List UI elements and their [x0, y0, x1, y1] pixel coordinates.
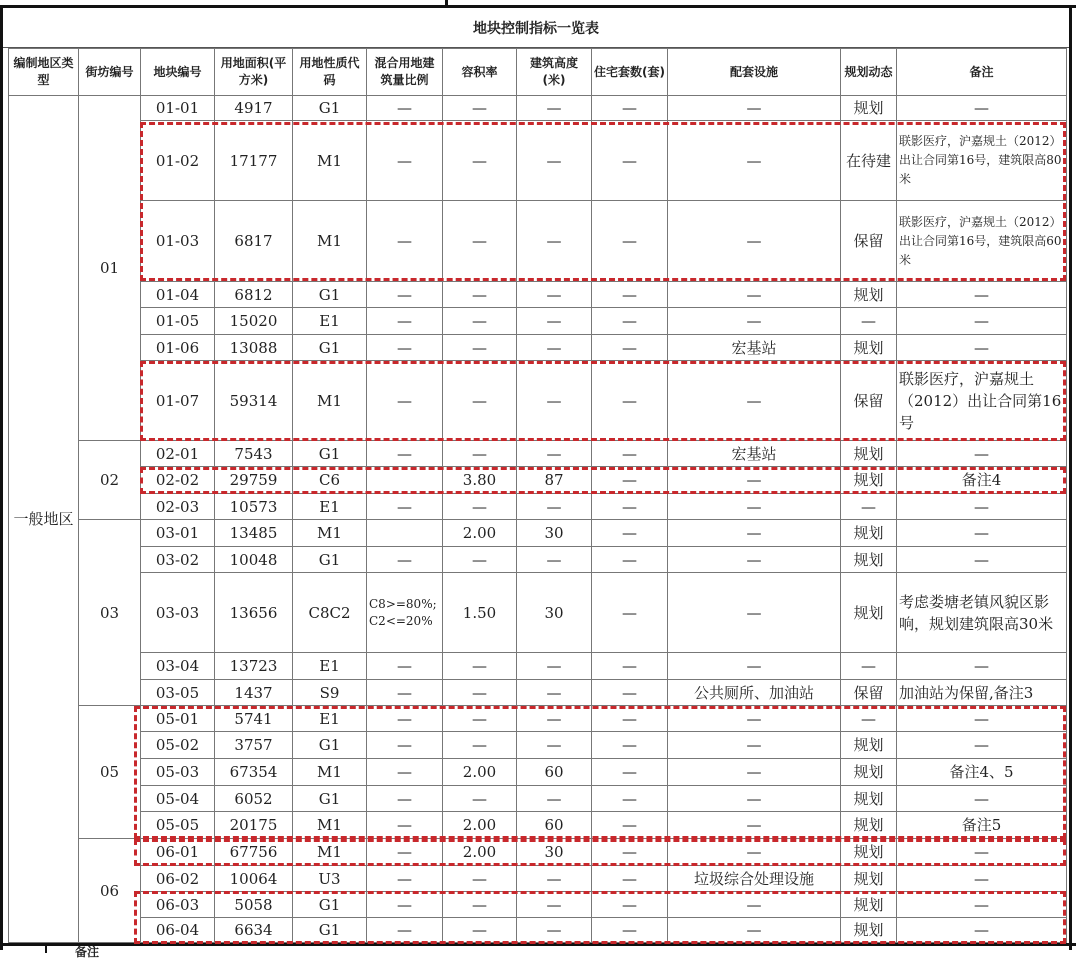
planning-status: —	[841, 706, 897, 732]
housing-units: —	[592, 467, 668, 494]
facilities: 宏基站	[668, 441, 841, 467]
land-use-code: M1	[293, 520, 367, 547]
floor-area-ratio: —	[443, 732, 517, 759]
planning-status: 规划	[841, 918, 897, 943]
street-id: 01	[79, 96, 141, 441]
facilities: —	[668, 494, 841, 520]
remark: —	[897, 308, 1067, 335]
floor-area-ratio: —	[443, 706, 517, 732]
table-row	[9, 282, 1067, 308]
planning-status: 保留	[841, 361, 897, 441]
street-id: 02	[79, 441, 141, 520]
mixed-use-ratio: —	[367, 918, 443, 943]
land-area: 7543	[215, 441, 293, 467]
land-use-code: G1	[293, 732, 367, 759]
land-use-code: E1	[293, 653, 367, 680]
remark: —	[897, 494, 1067, 520]
mixed-use-ratio: —	[367, 547, 443, 573]
housing-units: —	[592, 786, 668, 812]
land-area: 13723	[215, 653, 293, 680]
housing-units: —	[592, 494, 668, 520]
block-id: 05-05	[141, 812, 215, 839]
floor-area-ratio: —	[443, 201, 517, 282]
table-row	[9, 812, 1067, 839]
land-use-code: M1	[293, 201, 367, 282]
planning-status: 规划	[841, 839, 897, 866]
land-use-code: G1	[293, 96, 367, 121]
building-height: 60	[517, 759, 592, 786]
planning-status: 规划	[841, 786, 897, 812]
remark: 联影医疗，沪嘉规土（2012）出让合同第16号	[897, 361, 1067, 441]
land-use-code: M1	[293, 839, 367, 866]
land-area: 29759	[215, 467, 293, 494]
facilities: —	[668, 573, 841, 653]
block-id: 05-04	[141, 786, 215, 812]
mixed-use-ratio: —	[367, 732, 443, 759]
planning-status: 规划	[841, 520, 897, 547]
table-row	[9, 786, 1067, 812]
floor-area-ratio: —	[443, 866, 517, 892]
table-row	[9, 839, 1067, 866]
column-header: 混合用地建筑量比例	[367, 49, 443, 96]
land-area: 5058	[215, 892, 293, 918]
facilities: —	[668, 121, 841, 201]
table-row	[9, 680, 1067, 706]
facilities: 垃圾综合处理设施	[668, 866, 841, 892]
remark: —	[897, 732, 1067, 759]
block-id: 01-06	[141, 335, 215, 361]
land-use-code: M1	[293, 361, 367, 441]
table-row	[9, 892, 1067, 918]
facilities: 宏基站	[668, 335, 841, 361]
building-height: —	[517, 494, 592, 520]
planning-status: 规划	[841, 866, 897, 892]
mixed-use-ratio: —	[367, 706, 443, 732]
mixed-use-ratio	[367, 467, 443, 494]
land-use-code: C8C2	[293, 573, 367, 653]
remark: —	[897, 335, 1067, 361]
block-id: 05-02	[141, 732, 215, 759]
building-height: —	[517, 786, 592, 812]
remark: 备注4、5	[897, 759, 1067, 786]
floor-area-ratio: —	[443, 308, 517, 335]
housing-units: —	[592, 680, 668, 706]
facilities: 公共厕所、加油站	[668, 680, 841, 706]
mixed-use-ratio: —	[367, 839, 443, 866]
floor-area-ratio: 3.80	[443, 467, 517, 494]
remark: —	[897, 839, 1067, 866]
mixed-use-ratio: —	[367, 786, 443, 812]
facilities: —	[668, 201, 841, 282]
floor-area-ratio: —	[443, 892, 517, 918]
building-height: —	[517, 732, 592, 759]
land-area: 67756	[215, 839, 293, 866]
facilities: —	[668, 918, 841, 943]
table-row	[9, 335, 1067, 361]
floor-area-ratio: —	[443, 786, 517, 812]
land-use-code: M1	[293, 812, 367, 839]
block-id: 05-03	[141, 759, 215, 786]
building-height: —	[517, 308, 592, 335]
housing-units: —	[592, 282, 668, 308]
floor-area-ratio: 1.50	[443, 573, 517, 653]
land-area: 6812	[215, 282, 293, 308]
floor-area-ratio: —	[443, 121, 517, 201]
planning-status: 规划	[841, 441, 897, 467]
mixed-use-ratio: —	[367, 335, 443, 361]
facilities: —	[668, 467, 841, 494]
building-height: 30	[517, 839, 592, 866]
floor-area-ratio: 2.00	[443, 839, 517, 866]
planning-status: 保留	[841, 680, 897, 706]
mixed-use-ratio: —	[367, 282, 443, 308]
facilities: —	[668, 361, 841, 441]
housing-units: —	[592, 892, 668, 918]
column-header: 地块编号	[141, 49, 215, 96]
building-height: —	[517, 892, 592, 918]
remark: 考虑娄塘老镇风貌区影响，规划建筑限高30米	[897, 573, 1067, 653]
housing-units: —	[592, 520, 668, 547]
remark: —	[897, 918, 1067, 943]
block-id: 03-01	[141, 520, 215, 547]
block-id: 01-07	[141, 361, 215, 441]
building-height: —	[517, 335, 592, 361]
land-use-code: G1	[293, 892, 367, 918]
table-row	[9, 467, 1067, 494]
land-area: 6052	[215, 786, 293, 812]
housing-units: —	[592, 653, 668, 680]
housing-units: —	[592, 839, 668, 866]
facilities: —	[668, 839, 841, 866]
remark: —	[897, 547, 1067, 573]
planning-status: —	[841, 494, 897, 520]
street-id: 05	[79, 706, 141, 839]
land-area: 10064	[215, 866, 293, 892]
column-header: 用地性质代码	[293, 49, 367, 96]
floor-area-ratio: —	[443, 918, 517, 943]
block-id: 01-04	[141, 282, 215, 308]
planning-status: 规划	[841, 573, 897, 653]
remark: —	[897, 520, 1067, 547]
region-type: 一般地区	[9, 96, 79, 943]
planning-status: 规划	[841, 96, 897, 121]
facilities: —	[668, 892, 841, 918]
mixed-use-ratio: —	[367, 441, 443, 467]
land-area: 1437	[215, 680, 293, 706]
building-height: —	[517, 96, 592, 121]
footer-strip	[0, 943, 1076, 959]
land-use-code: G1	[293, 282, 367, 308]
land-area: 10573	[215, 494, 293, 520]
remark: —	[897, 866, 1067, 892]
housing-units: —	[592, 96, 668, 121]
facilities: —	[668, 706, 841, 732]
table-row	[9, 96, 1067, 121]
housing-units: —	[592, 335, 668, 361]
housing-units: —	[592, 121, 668, 201]
mixed-use-ratio: —	[367, 201, 443, 282]
mixed-use-ratio: —	[367, 121, 443, 201]
planning-status: 保留	[841, 201, 897, 282]
control-index-table	[8, 48, 1067, 943]
block-id: 02-02	[141, 467, 215, 494]
floor-area-ratio: 2.00	[443, 520, 517, 547]
building-height: —	[517, 866, 592, 892]
housing-units: —	[592, 759, 668, 786]
land-use-code: G1	[293, 441, 367, 467]
housing-units: —	[592, 308, 668, 335]
land-use-code: U3	[293, 866, 367, 892]
table-row	[9, 361, 1067, 441]
table-row	[9, 441, 1067, 467]
building-height: 30	[517, 520, 592, 547]
land-area: 6634	[215, 918, 293, 943]
floor-area-ratio: —	[443, 441, 517, 467]
remark: 备注5	[897, 812, 1067, 839]
land-use-code: E1	[293, 308, 367, 335]
table-row	[9, 308, 1067, 335]
building-height: 60	[517, 812, 592, 839]
block-id: 01-05	[141, 308, 215, 335]
block-id: 01-02	[141, 121, 215, 201]
land-area: 13485	[215, 520, 293, 547]
facilities: —	[668, 520, 841, 547]
footer-label: 备注	[75, 945, 100, 959]
table-row	[9, 653, 1067, 680]
block-id: 03-05	[141, 680, 215, 706]
remark: 加油站为保留,备注3	[897, 680, 1067, 706]
table-row	[9, 520, 1067, 547]
column-header: 编制地区类型	[9, 49, 79, 96]
street-id: 03	[79, 520, 141, 706]
table-row	[9, 759, 1067, 786]
mixed-use-ratio: —	[367, 892, 443, 918]
housing-units: —	[592, 812, 668, 839]
remark: —	[897, 441, 1067, 467]
land-area: 6817	[215, 201, 293, 282]
land-area: 17177	[215, 121, 293, 201]
building-height: —	[517, 361, 592, 441]
floor-area-ratio: —	[443, 361, 517, 441]
mixed-use-ratio: C8>=80%; C2<=20%	[367, 573, 443, 653]
remark: 联影医疗，沪嘉规土（2012）出让合同第16号，建筑限高80米	[897, 121, 1067, 201]
table-row	[9, 706, 1067, 732]
block-id: 03-04	[141, 653, 215, 680]
header-row	[9, 49, 1067, 96]
land-use-code: G1	[293, 547, 367, 573]
table-row	[9, 547, 1067, 573]
column-header: 配套设施	[668, 49, 841, 96]
building-height: —	[517, 547, 592, 573]
land-area: 59314	[215, 361, 293, 441]
remark: 联影医疗，沪嘉规土（2012）出让合同第16号，建筑限高60米	[897, 201, 1067, 282]
facilities: —	[668, 282, 841, 308]
land-area: 10048	[215, 547, 293, 573]
building-height: 87	[517, 467, 592, 494]
floor-area-ratio: —	[443, 335, 517, 361]
block-id: 06-02	[141, 866, 215, 892]
remark: —	[897, 282, 1067, 308]
land-use-code: G1	[293, 786, 367, 812]
planning-status: 规划	[841, 812, 897, 839]
mixed-use-ratio: —	[367, 361, 443, 441]
housing-units: —	[592, 732, 668, 759]
building-height: —	[517, 653, 592, 680]
table-row	[9, 918, 1067, 943]
floor-area-ratio: —	[443, 282, 517, 308]
housing-units: —	[592, 441, 668, 467]
column-header: 用地面积(平方米)	[215, 49, 293, 96]
building-height: 30	[517, 573, 592, 653]
block-id: 01-03	[141, 201, 215, 282]
remark: —	[897, 892, 1067, 918]
table-row	[9, 732, 1067, 759]
floor-area-ratio: —	[443, 680, 517, 706]
land-area: 13088	[215, 335, 293, 361]
facilities: —	[668, 812, 841, 839]
planning-status: 规划	[841, 759, 897, 786]
facilities: —	[668, 786, 841, 812]
block-id: 02-03	[141, 494, 215, 520]
table-row	[9, 573, 1067, 653]
land-use-code: S9	[293, 680, 367, 706]
land-use-code: M1	[293, 759, 367, 786]
block-id: 02-01	[141, 441, 215, 467]
planning-status: 规划	[841, 732, 897, 759]
floor-area-ratio: 2.00	[443, 812, 517, 839]
housing-units: —	[592, 573, 668, 653]
block-id: 06-03	[141, 892, 215, 918]
planning-status: 规划	[841, 282, 897, 308]
land-use-code: E1	[293, 706, 367, 732]
block-id: 06-01	[141, 839, 215, 866]
table-title: 地块控制指标一览表	[3, 8, 1069, 48]
column-header: 备注	[897, 49, 1067, 96]
building-height: —	[517, 201, 592, 282]
facilities: —	[668, 759, 841, 786]
column-header: 容积率	[443, 49, 517, 96]
remark: —	[897, 706, 1067, 732]
building-height: —	[517, 680, 592, 706]
building-height: —	[517, 706, 592, 732]
block-id: 06-04	[141, 918, 215, 943]
mixed-use-ratio: —	[367, 759, 443, 786]
mixed-use-ratio: —	[367, 494, 443, 520]
mixed-use-ratio: —	[367, 96, 443, 121]
mixed-use-ratio: —	[367, 653, 443, 680]
floor-area-ratio: —	[443, 494, 517, 520]
table-row	[9, 121, 1067, 201]
remark: —	[897, 96, 1067, 121]
land-use-code: E1	[293, 494, 367, 520]
land-area: 15020	[215, 308, 293, 335]
remark: 备注4	[897, 467, 1067, 494]
floor-area-ratio: —	[443, 96, 517, 121]
mixed-use-ratio: —	[367, 866, 443, 892]
mixed-use-ratio: —	[367, 308, 443, 335]
building-height: —	[517, 441, 592, 467]
column-header: 规划动态	[841, 49, 897, 96]
land-area: 67354	[215, 759, 293, 786]
block-id: 05-01	[141, 706, 215, 732]
housing-units: —	[592, 361, 668, 441]
planning-status: 规划	[841, 547, 897, 573]
remark: —	[897, 653, 1067, 680]
planning-status: 在待建	[841, 121, 897, 201]
planning-status: 规划	[841, 467, 897, 494]
planning-status: —	[841, 653, 897, 680]
mixed-use-ratio: —	[367, 812, 443, 839]
mixed-use-ratio	[367, 520, 443, 547]
column-header: 住宅套数(套)	[592, 49, 668, 96]
block-id: 01-01	[141, 96, 215, 121]
facilities: —	[668, 547, 841, 573]
housing-units: —	[592, 866, 668, 892]
table-row	[9, 201, 1067, 282]
land-area: 5741	[215, 706, 293, 732]
mixed-use-ratio: —	[367, 680, 443, 706]
planning-status: 规划	[841, 892, 897, 918]
floor-area-ratio: —	[443, 653, 517, 680]
land-area: 4917	[215, 96, 293, 121]
facilities: —	[668, 653, 841, 680]
land-area: 3757	[215, 732, 293, 759]
floor-area-ratio: —	[443, 547, 517, 573]
land-area: 13656	[215, 573, 293, 653]
housing-units: —	[592, 201, 668, 282]
floor-area-ratio: 2.00	[443, 759, 517, 786]
block-id: 03-03	[141, 573, 215, 653]
housing-units: —	[592, 706, 668, 732]
table-row	[9, 494, 1067, 520]
housing-units: —	[592, 918, 668, 943]
facilities: —	[668, 732, 841, 759]
column-header: 建筑高度(米)	[517, 49, 592, 96]
facilities: —	[668, 308, 841, 335]
planning-status: —	[841, 308, 897, 335]
building-height: —	[517, 121, 592, 201]
planning-status: 规划	[841, 335, 897, 361]
facilities: —	[668, 96, 841, 121]
land-use-code: C6	[293, 467, 367, 494]
building-height: —	[517, 918, 592, 943]
land-area: 20175	[215, 812, 293, 839]
building-height: —	[517, 282, 592, 308]
housing-units: —	[592, 547, 668, 573]
land-use-code: G1	[293, 918, 367, 943]
block-id: 03-02	[141, 547, 215, 573]
table-row	[9, 866, 1067, 892]
remark: —	[897, 786, 1067, 812]
column-header: 街坊编号	[79, 49, 141, 96]
land-use-code: G1	[293, 335, 367, 361]
street-id: 06	[79, 839, 141, 943]
land-use-code: M1	[293, 121, 367, 201]
